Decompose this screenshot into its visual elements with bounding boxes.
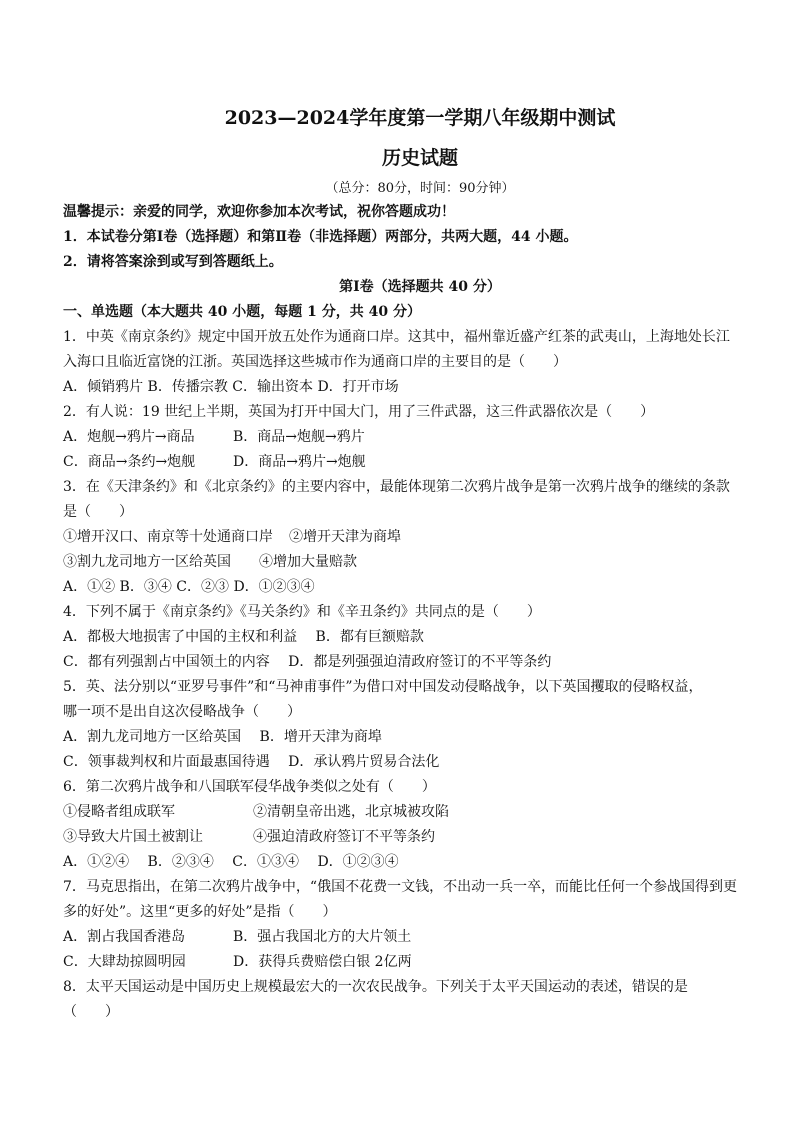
q2-option-a: A．炮舰→鸦片→商品: [63, 429, 195, 445]
q7-options-row-1: [63, 925, 743, 950]
q3-stem-line-2: 是（ ）: [63, 504, 133, 520]
q3-statement-2: ②增开天津为商埠: [289, 529, 401, 545]
q2-option-c: C．商品→条约→炮舰: [63, 454, 196, 470]
q8-stem-line-1: 8．太平天国运动是中国历史上规模最宏大的一次农民战争。下列关于太平天国运动的表述，错误的是: [63, 979, 688, 995]
exam-subtitle: 历史试题: [381, 147, 458, 169]
q6-stem: 6．第二次鸦片战争和八国联军侵华战争类似之处有（ ）: [63, 779, 436, 795]
q3-statements-row-2: [63, 550, 743, 575]
q2-options-row-1: [63, 425, 743, 450]
q2-option-b: B．商品→炮舰→鸦片: [233, 429, 365, 445]
q1-stem-line-2: 入海口且临近富饶的江浙。英国选择这些城市作为通商口岸的主要目的是（ ）: [63, 354, 567, 370]
part-heading: 一、单选题（本大题共 40 小题，每题 1 分，共 40 分）: [63, 304, 421, 320]
q6-statement-3: ③导致大片国土被割让: [63, 829, 203, 845]
q3-options: A．①② B．③④ C．②③ D．①②③④: [63, 579, 315, 595]
q7-option-d: D．获得兵费赔偿白银 2亿两: [233, 954, 412, 970]
q1-options: A．倾销鸦片 B．传播宗教 C．输出资本 D．打开市场: [63, 379, 399, 395]
q6-statement-4: ④强迫清政府签订不平等条约: [253, 829, 435, 845]
q7-stem-line-2: 多的好处”。这里“更多的好处”是指（ ）: [63, 904, 337, 920]
q3-statements-row-1: [63, 525, 743, 550]
q2-options-row-2: [63, 450, 743, 475]
notice-greeting: 温馨提示：亲爱的同学，欢迎你参加本次考试，祝你答题成功！: [63, 204, 455, 220]
q2-stem: 2．有人说：19 世纪上半期，英国为打开中国大门，用了三件武器，这三件武器依次是（ ）: [63, 404, 655, 420]
page-content: [63, 98, 743, 1025]
q6-options: A．①②④ B．②③④ C．①③④ D．①②③④: [63, 854, 399, 870]
volume-heading: 第Ⅰ卷（选择题共 40 分）: [339, 279, 501, 295]
q4-options-cd: C．都有列强割占中国领土的内容 D．都是列强强迫清政府签订的不平等条约: [63, 654, 552, 670]
q4-options-ab: A．都极大地损害了中国的主权和利益 B．都有巨额赔款: [63, 629, 424, 645]
q3-stem-line-1: 3．在《天津条约》和《北京条约》的主要内容中，最能体现第二次鸦片战争是第一次鸦片战争的继续的条款: [63, 479, 730, 495]
q7-option-b: B．强占我国北方的大片领土: [233, 929, 412, 945]
notice-item-1: 1．本试卷分第Ⅰ卷（选择题）和第Ⅱ卷（非选择题）两部分，共两大题，44 小题。: [63, 229, 578, 245]
q5-stem-line-1: 5．英、法分别以“亚罗号事件”和“马神甫事件”为借口对中国发动侵略战争，以下英国攫取的侵略权益，: [63, 679, 703, 695]
q2-option-d: D．商品→鸦片→炮舰: [233, 454, 366, 470]
exam-title: 2023—2024学年度第一学期八年级期中测试: [224, 107, 616, 129]
q5-options-ab: A．割九龙司地方一区给英国 B．增开天津为商埠: [63, 729, 382, 745]
q3-statement-3: ③割九龙司地方一区给英国: [63, 554, 231, 570]
q7-stem-line-1: 7．马克思指出，在第二次鸦片战争中，“俄国不花费一文钱，不出动一兵一卒，而能比任何一个参战国得到更: [63, 879, 738, 895]
q6-statement-1: ①侵略者组成联军: [63, 804, 175, 820]
q5-stem-line-2: 哪一项不是出自这次侵略战争（ ）: [63, 704, 301, 720]
q5-options-cd: C．领事裁判权和片面最惠国待遇 D．承认鸦片贸易合法化: [63, 754, 440, 770]
q7-option-c: C．大肆劫掠圆明园: [63, 954, 186, 970]
notice-item-2: 2．请将答案涂到或写到答题纸上。: [63, 254, 283, 270]
q7-option-a: A．割占我国香港岛: [63, 929, 186, 945]
exam-meta: （总分：80分，时间：90分钟）: [325, 181, 515, 196]
q6-statement-2: ②清朝皇帝出逃，北京城被攻陷: [253, 804, 449, 820]
q8-stem-line-2: （ ）: [63, 1004, 119, 1020]
q6-statements-row-2: [63, 825, 743, 850]
q6-statements-row-1: [63, 800, 743, 825]
q3-statement-4: ④增加大量赔款: [259, 554, 357, 570]
q3-statement-1: ①增开汉口、南京等十处通商口岸: [63, 529, 273, 545]
q7-options-row-2: [63, 950, 743, 975]
q1-stem-line-1: 1．中英《南京条约》规定中国开放五处作为通商口岸。这其中，福州靠近盛产红茶的武夷山，上海地处长江: [63, 329, 730, 345]
q4-stem: 4．下列不属于《南京条约》《马关条约》和《辛丑条约》共同点的是（ ）: [63, 604, 541, 620]
